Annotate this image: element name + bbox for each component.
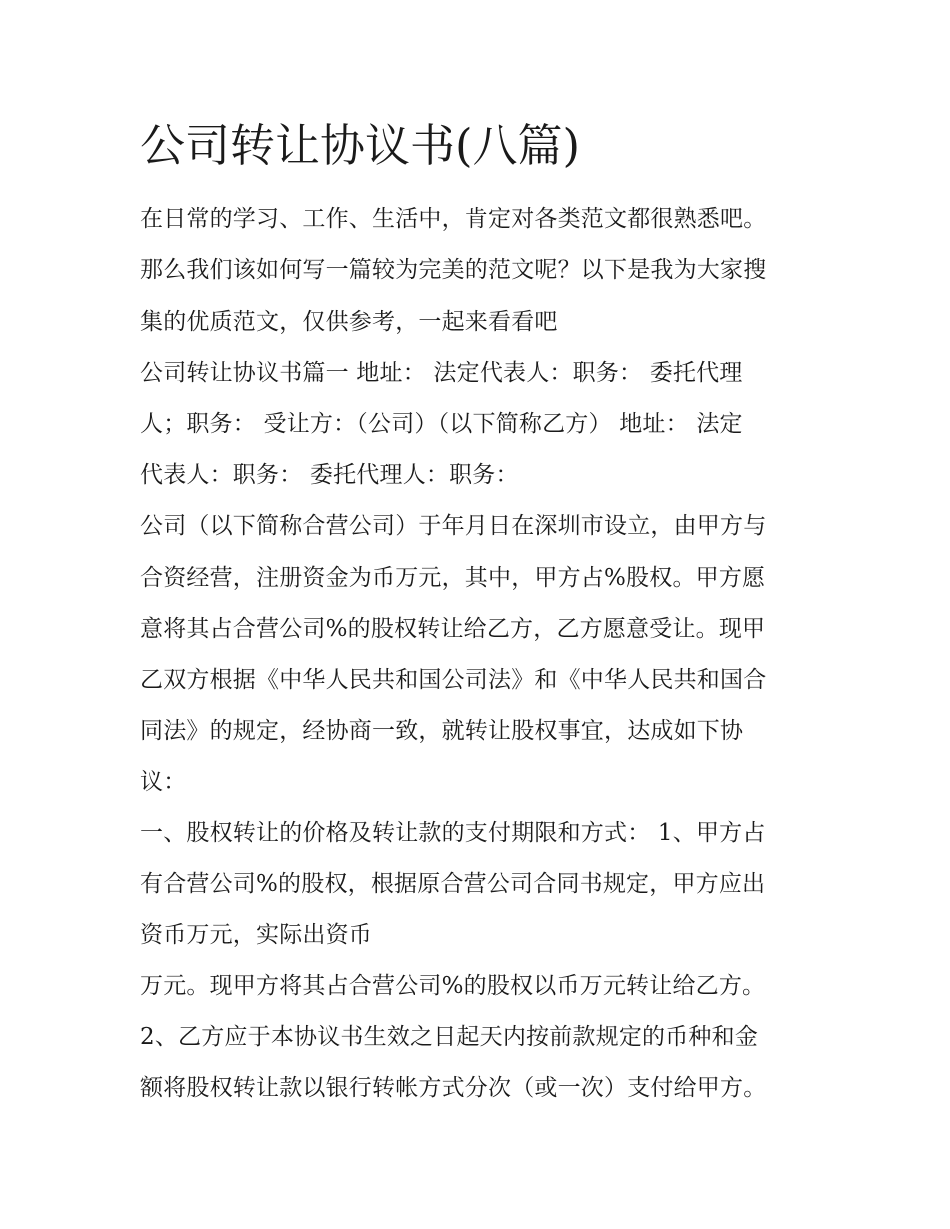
body-line: 同法》的规定，经协商一致，就转让股权事宜，达成如下协 [140, 718, 744, 744]
body-line: 议： [140, 769, 187, 795]
body-line: 在日常的学习、工作、生活中，肯定对各类范文都很熟悉吧。 [140, 206, 767, 232]
body-line: 有合营公司%的股权，根据原合营公司合同书规定，甲方应出 [140, 871, 766, 897]
body-line: 那么我们该如何写一篇较为完美的范文呢？以下是我为大家搜 [140, 257, 767, 283]
document-title: 公司转让协议书(八篇) [140, 119, 581, 172]
body-line: 公司（以下简称合营公司）于年月日在深圳市设立，由甲方与 [140, 513, 767, 539]
body-line: 合资经营，注册资金为币万元，其中，甲方占%股权。甲方愿 [140, 565, 766, 591]
body-line: 2、乙方应于本协议书生效之日起天内按前款规定的币种和金 [140, 1024, 759, 1050]
body-line: 万元。现甲方将其占合营公司%的股权以币万元转让给乙方。 [140, 973, 766, 999]
body-line: 人；职务： 受让方：（公司）（以下简称乙方） 地址： 法定 [140, 411, 743, 437]
body-line: 公司转让协议书篇一 地址： 法定代表人：职务： 委托代理 [140, 360, 743, 386]
body-line: 代表人：职务： 委托代理人：职务： [140, 462, 519, 488]
body-line: 意将其占合营公司%的股权转让给乙方，乙方愿意受让。现甲 [140, 616, 766, 642]
body-line: 资币万元，实际出资币 [140, 922, 372, 948]
body-line: 乙双方根据《中华人民共和国公司法》和《中华人民共和国合 [140, 667, 767, 693]
body-line: 一、股权转让的价格及转让款的支付期限和方式： 1、甲方占 [140, 820, 766, 846]
body-line: 集的优质范文，仅供参考，一起来看看吧 [140, 309, 558, 335]
body-line: 额将股权转让款以银行转帐方式分次（或一次）支付给甲方。 [140, 1075, 767, 1101]
